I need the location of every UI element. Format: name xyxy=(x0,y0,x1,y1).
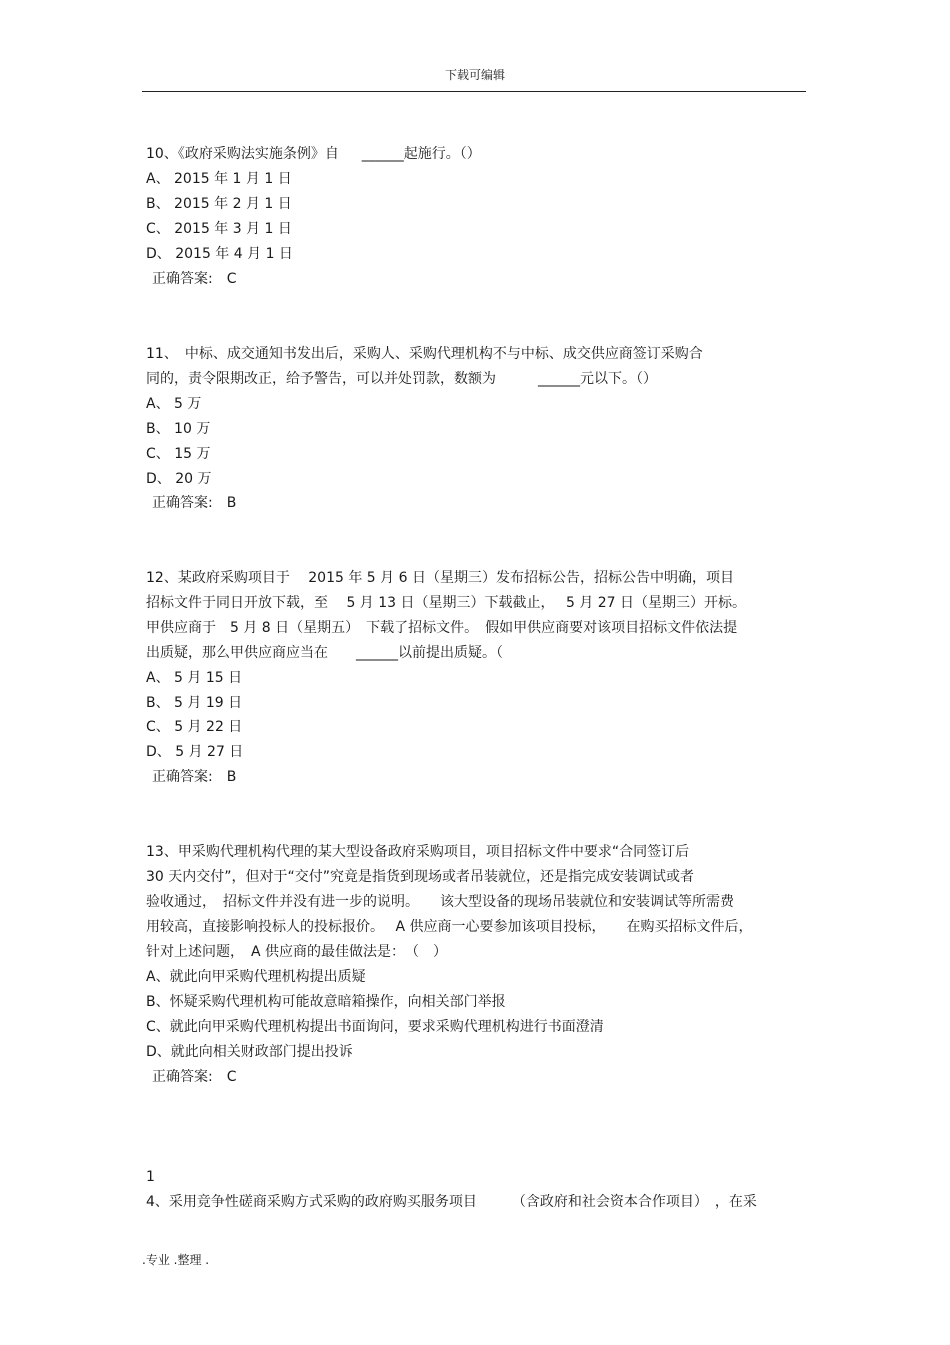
question-11-stem-2: 同的，责令限期改正，给予警告，可以并处罚款，数额为 ______元以下。（） xyxy=(146,371,657,387)
question-14-stem-1: 4、采用竞争性磋商采购方式采购的政府购买服务项目 （含政府和社会资本合作项目） ，在采 xyxy=(146,1194,757,1210)
question-11-option-c: C、 15 万 xyxy=(146,446,211,462)
question-13-stem-1: 13、甲采购代理机构代理的某大型设备政府采购项目，项目招标文件中要求“合同签订后 xyxy=(146,844,690,860)
question-12-stem-4: 出质疑，那么甲供应商应当在 ______以前提出质疑。（ xyxy=(146,645,503,661)
question-13-stem-2: 30 天内交付”，但对于“交付”究竟是指货到现场或者吊装就位，还是指完成安装调试或者 xyxy=(146,869,695,885)
question-11-option-b: B、 10 万 xyxy=(146,421,211,437)
question-13-answer: 正确答案: C xyxy=(152,1069,237,1085)
question-13-option-a: A、就此向甲采购代理机构提出质疑 xyxy=(146,969,366,985)
question-11-option-d: D、 20 万 xyxy=(146,471,212,487)
question-13-option-c: C、就此向甲采购代理机构提出书面询问，要求采购代理机构进行书面澄清 xyxy=(146,1019,604,1035)
page-footer: .专业 .整理 . xyxy=(142,1253,210,1267)
question-13-stem-4: 用较高，直接影响投标人的投标报价。 A 供应商一心要参加该项目投标， 在购买招标文件后， xyxy=(146,919,753,935)
question-12-stem-2: 招标文件于同日开放下载，至 5 月 13 日（星期三）下载截止， 5 月 27 日（星期三）开标。 xyxy=(146,595,747,611)
question-13-option-b: B、怀疑采购代理机构可能故意暗箱操作，向相关部门举报 xyxy=(146,994,506,1010)
question-10-option-c: C、 2015 年 3 月 1 日 xyxy=(146,221,292,237)
question-10-answer: 正确答案: C xyxy=(152,271,237,287)
question-11-stem-1: 11、 中标、成交通知书发出后，采购人、采购代理机构不与中标、成交供应商签订采购合 xyxy=(146,346,703,362)
question-12-option-b: B、 5 月 19 日 xyxy=(146,695,243,711)
question-13-option-d: D、就此向相关财政部门提出投诉 xyxy=(146,1044,353,1060)
question-12-stem-3: 甲供应商于 5 月 8 日（星期五） 下载了招标文件。 假如甲供应商要对该项目招标文件依法提 xyxy=(146,620,738,636)
question-11-answer: 正确答案: B xyxy=(152,495,237,511)
header-rule xyxy=(142,91,806,92)
question-12-stem-1: 12、某政府采购项目于 2015 年 5 月 6 日（星期三）发布招标公告，招标公告中明确，项目 xyxy=(146,570,734,586)
page-header: 下载可编辑 xyxy=(444,68,505,82)
question-10-option-b: B、 2015 年 2 月 1 日 xyxy=(146,196,292,212)
question-10-stem-1: 10、《政府采购法实施条例》自 ______起施行。（） xyxy=(146,146,481,162)
question-10-option-a: A、 2015 年 1 月 1 日 xyxy=(146,171,292,187)
question-11-option-a: A、 5 万 xyxy=(146,396,202,412)
question-13-stem-3: 验收通过， 招标文件并没有进一步的说明。 该大型设备的现场吊装就位和安装调试等所需费 xyxy=(146,894,734,910)
page-number: 1 xyxy=(146,1169,155,1185)
question-12-answer: 正确答案: B xyxy=(152,769,237,785)
question-10-option-d: D、 2015 年 4 月 1 日 xyxy=(146,246,293,262)
question-12-option-d: D、 5 月 27 日 xyxy=(146,744,244,760)
question-13-stem-5: 针对上述问题， A 供应商的最佳做法是： （ ） xyxy=(146,944,448,960)
question-12-option-c: C、 5 月 22 日 xyxy=(146,719,243,735)
question-12-option-a: A、 5 月 15 日 xyxy=(146,670,243,686)
